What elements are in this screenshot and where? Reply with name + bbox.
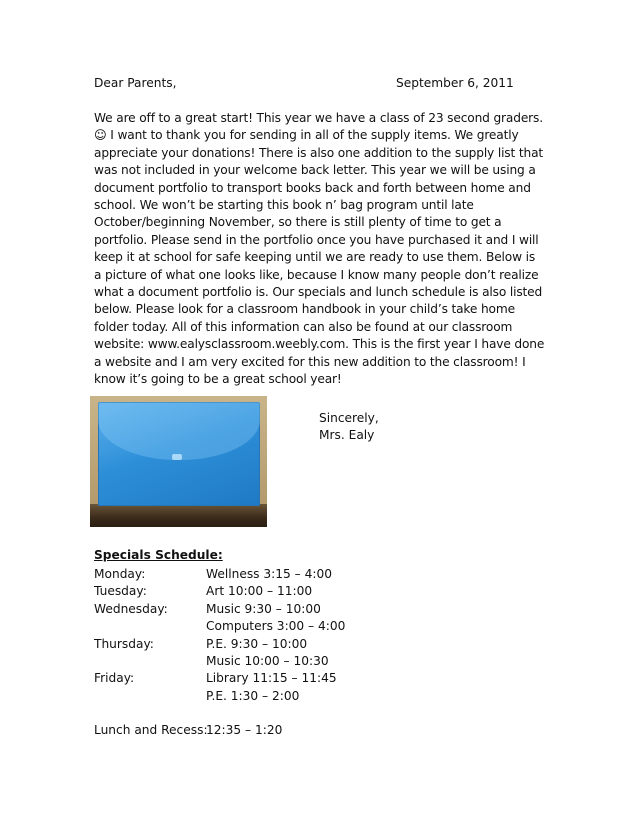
schedule-time: Music 10:00 – 10:30	[206, 653, 329, 668]
schedule-time: P.E. 9:30 – 10:00	[206, 636, 308, 651]
lunch-schedule	[94, 723, 283, 737]
schedule-title: Specials Schedule:	[94, 548, 223, 562]
schedule-time: Music 9:30 – 10:00	[206, 601, 321, 616]
letter-body: We are off to a great start! This year we have a class of 23 second graders.☺ I want to thank you for sending in all of the supply items. We greatly appreciate your donations! There is also one addition to the supply list that was not included in your welcome back letter. This year we will be using a document portfolio to transport books back and forth between home and school. We won’t be starting this book n’ bag program until late October/beginning November, so there is still plenty of time to get a portfolio. Please send in the portfolio once you have purchased it and I will keep it at school for safe keeping until we are ready to use them. Below is a picture of what one looks like, because I know many people don’t realize what a document portfolio is. Our specials and lunch schedule is also listed below. Please look for a classroom handbook in your child’s take home folder today. All of this information can also be found at our classroom website: www.ealysclassroom.weebly.com. This is the first year I have done a website and I am very excited for this new addition to the classroom! I know it’s going to be a great school year!	[94, 111, 545, 387]
schedule-time: Library 11:15 – 11:45	[206, 671, 337, 686]
letter-date: September 6, 2011	[396, 76, 514, 90]
signature: Mrs. Ealy	[319, 428, 375, 443]
signature-block	[319, 410, 379, 445]
schedule-day: Thursday:	[94, 636, 154, 651]
schedule-time: Wellness 3:15 – 4:00	[206, 567, 332, 581]
schedule-day: Friday:	[94, 671, 135, 686]
schedule-day: Monday:	[94, 567, 146, 581]
schedule-time: Computers 3:00 – 4:00	[206, 619, 346, 634]
photo-ledge	[90, 504, 267, 527]
greeting: Dear Parents,	[94, 76, 177, 90]
schedule-time: P.E. 1:30 – 2:00	[206, 688, 300, 703]
closing: Sincerely,	[319, 411, 379, 425]
portfolio-clasp	[172, 454, 182, 460]
lunch-time: 12:35 – 1:20	[206, 723, 283, 737]
lunch-label: Lunch and Recess:	[94, 723, 208, 737]
schedule-day: Tuesday:	[94, 584, 147, 599]
schedule-time: Art 10:00 – 11:00	[206, 584, 313, 599]
document-portfolio-photo	[90, 396, 267, 527]
schedule-day: Wednesday:	[94, 601, 168, 616]
